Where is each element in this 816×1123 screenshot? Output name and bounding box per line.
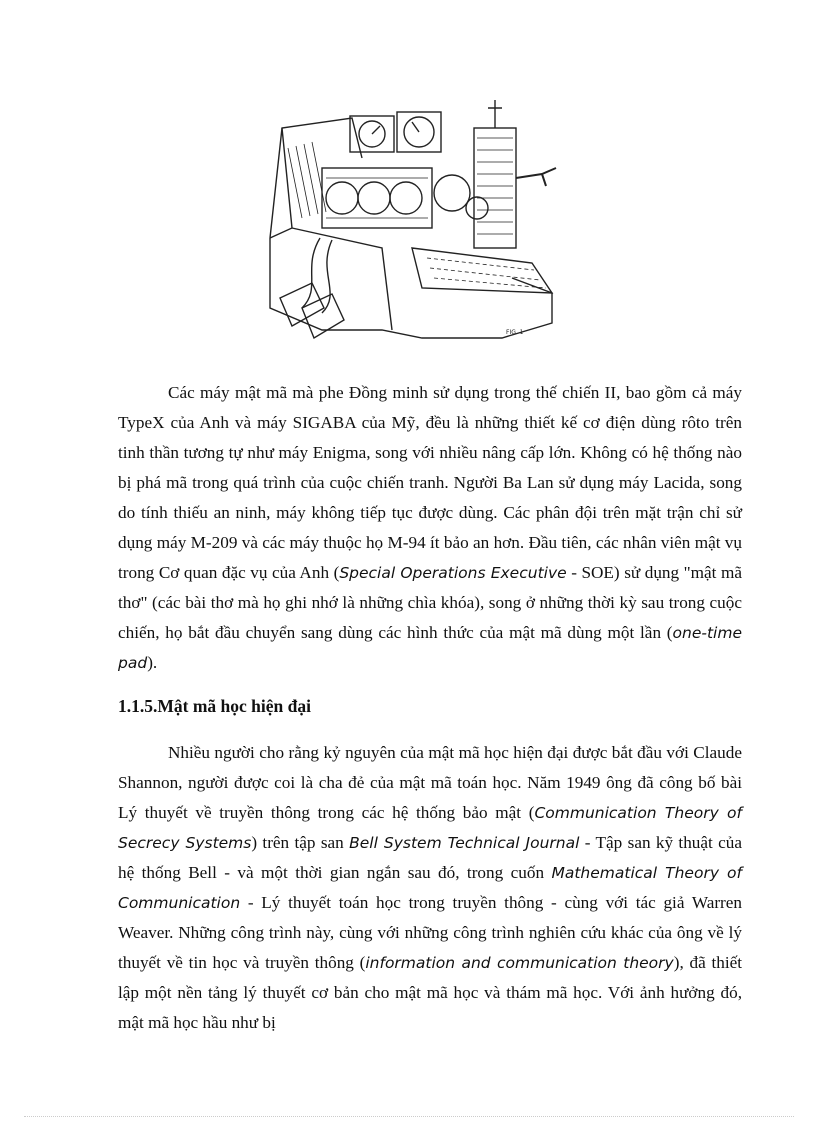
sigaba-machine-figure (262, 98, 562, 358)
figure-caption: FIG. 1 (506, 329, 524, 336)
sigaba-drawing (262, 98, 562, 358)
paragraph-cipher-machines: Các máy mật mã mà phe Đồng minh sử dụng trong thế chiến II, bao gồm cả máy TypeX của Anh và máy SIGABA của Mỹ, đều là những thiết kế cơ điện dùng rôto trên tinh thần tương tự như máy Enigma, song với nhiều nâng cấp lớn. Không có hệ thống nào bị phá mã trong quá trình của cuộc chiến tranh. Người Ba Lan sử dụng máy Lacida, song do tính thiếu an ninh, máy không tiếp tục được dùng. Các phân đội trên mặt trận chỉ sử dụng máy M-209 và các máy thuộc họ M-94 ít bảo an hơn. Đầu tiên, các nhân viên mật vụ trong Cơ quan đặc vụ của Anh (Special Operations Executive - SOE) sử dụng "mật mã thơ" (các bài thơ mà họ ghi nhớ là những chìa khóa), song ở những thời kỳ sau trong cuộc chiến, họ bắt đầu chuyển sang dùng các hình thức của mật mã dùng một lần (one-time pad). (118, 383, 742, 672)
page-bottom-rule (24, 1116, 794, 1117)
paragraph-modern-cryptography: Nhiều người cho rằng kỷ nguyên của mật mã học hiện đại được bắt đầu với Claude Shannon, người được coi là cha đẻ của mật mã toán học. Năm 1949 ông đã công bố bài Lý thuyết về truyền thông trong các hệ thống bảo mật (Communication Theory of Secrecy Systems) trên tập san Bell System Technical Journal - Tập san kỹ thuật của hệ thống Bell - và một thời gian ngắn sau đó, trong cuốn Mathematical Theory of Communication - Lý thuyết toán học trong truyền thông - cùng với tác giả Warren Weaver. Những công trình này, cùng với những công trình nghiên cứu khác của ông về lý thuyết về tin học và truyền thông (information and communication theory), đã thiết lập một nền tảng lý thuyết cơ bản cho mật mã học và thám mã học. Với ảnh hưởng đó, mật mã học hầu như bị (118, 743, 742, 1032)
section-heading: 1.1.5.Mật mã học hiện đại (118, 696, 311, 716)
